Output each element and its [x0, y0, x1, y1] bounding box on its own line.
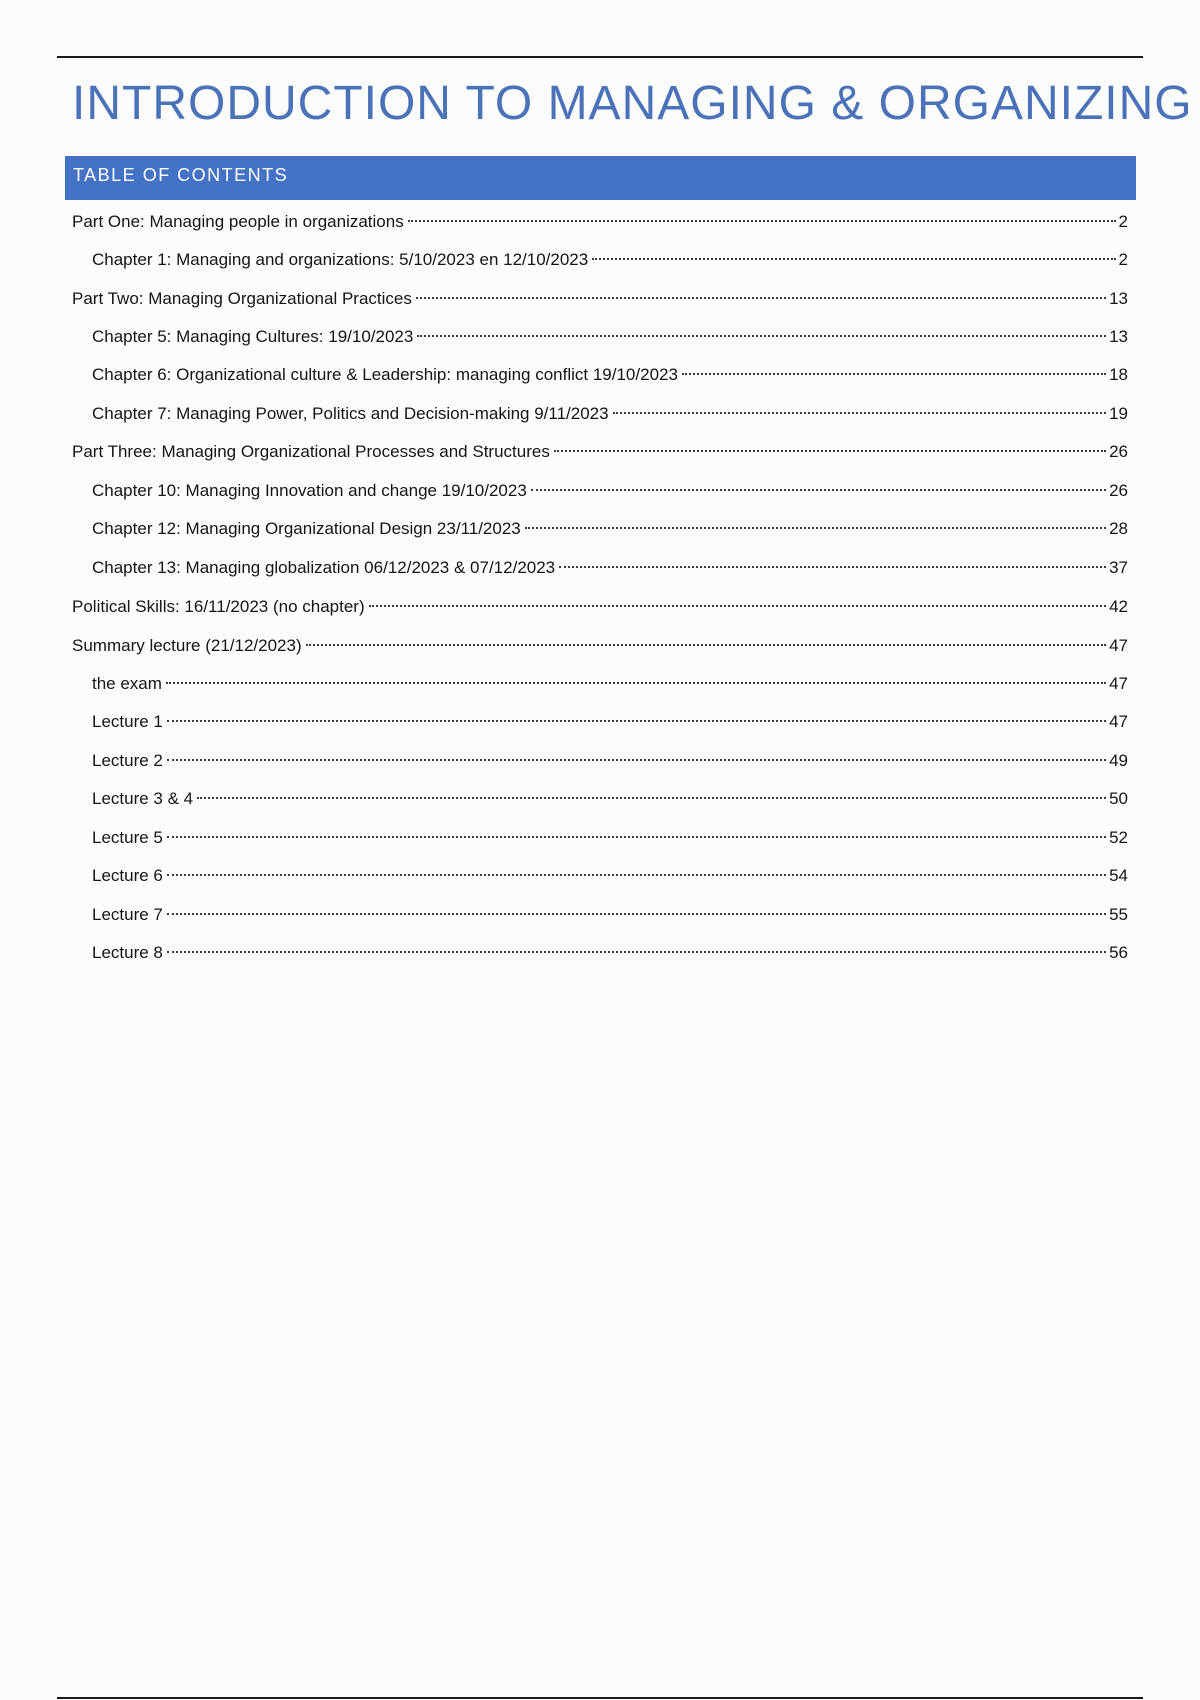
toc-page-number: 13 [1109, 289, 1128, 308]
toc-page-number: 13 [1109, 327, 1128, 346]
toc-entry-title: Chapter 1: Managing and organizations: 5/10/2023 en 12/10/2023 [92, 250, 589, 269]
toc-page-number: 37 [1109, 558, 1128, 577]
dot-leader [167, 758, 1106, 761]
dot-leader [369, 604, 1106, 607]
toc-page-number: 49 [1109, 751, 1128, 770]
toc-page-number: 28 [1109, 519, 1128, 538]
dot-leader [682, 372, 1106, 375]
toc-page-number: 47 [1109, 636, 1128, 655]
toc-entry-chapter-6[interactable] [92, 360, 1128, 390]
dot-leader [167, 950, 1106, 953]
toc-entry-title: Chapter 6: Organizational culture & Leadership: managing conflict 19/10/2023 [92, 365, 678, 384]
dot-leader [559, 565, 1106, 568]
toc-entry-title: Part Three: Managing Organizational Processes and Structures [72, 442, 550, 461]
toc-entry-title: Lecture 3 & 4 [92, 789, 194, 808]
toc-entry-lecture-6[interactable] [92, 861, 1128, 891]
dot-leader [167, 873, 1106, 876]
dot-leader [554, 449, 1106, 452]
toc-entry-chapter-7[interactable] [92, 399, 1128, 429]
toc-page-number: 42 [1109, 597, 1128, 616]
toc-entry-chapter-12[interactable] [92, 514, 1128, 544]
toc-entry-the-exam[interactable] [92, 669, 1128, 699]
dot-leader [416, 296, 1106, 299]
toc-entry-title: Chapter 12: Managing Organizational Design 23/11/2023 [92, 519, 521, 538]
dot-leader [525, 526, 1106, 529]
toc-entry-title: Part One: Managing people in organizations [72, 212, 404, 231]
toc-entry-part-two[interactable] [72, 284, 1128, 314]
toc-entry-title: Chapter 13: Managing globalization 06/12/2023 & 07/12/2023 [92, 558, 556, 577]
toc-entry-lecture-7[interactable] [92, 900, 1128, 930]
toc-entry-chapter-1[interactable] [92, 245, 1128, 275]
toc-entry-lecture-1[interactable] [92, 707, 1128, 737]
document-title: INTRODUCTION TO MANAGING & ORGANIZING [72, 77, 1193, 130]
toc-entry-title: Lecture 2 [92, 751, 163, 770]
toc-entry-lecture-3-4[interactable] [92, 784, 1128, 814]
toc-entry-title: Part Two: Managing Organizational Practices [72, 289, 412, 308]
header-rule [57, 56, 1143, 58]
toc-entry-title: Lecture 6 [92, 866, 163, 885]
toc-page-number: 47 [1109, 712, 1128, 731]
toc-entry-chapter-13[interactable] [92, 553, 1128, 583]
toc-page-number: 2 [1118, 250, 1128, 269]
toc-page-number: 18 [1109, 365, 1128, 384]
toc-heading-banner [65, 156, 1136, 200]
dot-leader [417, 334, 1106, 337]
dot-leader [167, 719, 1106, 722]
toc-entry-title: Lecture 7 [92, 905, 163, 924]
toc-heading: TABLE OF CONTENTS [73, 165, 289, 185]
toc-entry-part-one[interactable] [72, 207, 1128, 237]
toc-entry-title: Summary lecture (21/12/2023) [72, 636, 302, 655]
toc-page-number: 2 [1118, 212, 1128, 231]
dot-leader [166, 681, 1106, 684]
toc-entry-title: Lecture 5 [92, 828, 163, 847]
toc-page-number: 54 [1109, 866, 1128, 885]
dot-leader [592, 257, 1115, 260]
dot-leader [197, 796, 1106, 799]
toc-page-number: 26 [1109, 442, 1128, 461]
toc-entry-summary-lecture[interactable] [72, 631, 1128, 661]
toc-entry-title: Lecture 8 [92, 943, 163, 962]
toc-entry-chapter-10[interactable] [92, 476, 1128, 506]
toc-page-number: 52 [1109, 828, 1128, 847]
toc-entry-chapter-5[interactable] [92, 322, 1128, 352]
toc-entry-title: Chapter 5: Managing Cultures: 19/10/2023 [92, 327, 414, 346]
toc-page-number: 47 [1109, 674, 1128, 693]
dot-leader [408, 219, 1116, 222]
dot-leader [167, 835, 1106, 838]
toc-entry-title: Lecture 1 [92, 712, 163, 731]
dot-leader [613, 411, 1106, 414]
toc-page-number: 55 [1109, 905, 1128, 924]
toc-page-number: 26 [1109, 481, 1128, 500]
dot-leader [531, 488, 1106, 491]
toc-entry-title: Political Skills: 16/11/2023 (no chapter) [72, 597, 365, 616]
toc-entry-lecture-5[interactable] [92, 823, 1128, 853]
toc-entry-title: the exam [92, 674, 162, 693]
toc-entry-lecture-8[interactable] [92, 938, 1128, 968]
toc-entry-lecture-2[interactable] [92, 746, 1128, 776]
toc-entry-part-three[interactable] [72, 437, 1128, 467]
toc-page-number: 19 [1109, 404, 1128, 423]
toc-page-number: 56 [1109, 943, 1128, 962]
toc-entry-title: Chapter 10: Managing Innovation and change 19/10/2023 [92, 481, 527, 500]
toc-entry-title: Chapter 7: Managing Power, Politics and Decision-making 9/11/2023 [92, 404, 609, 423]
dot-leader [306, 643, 1106, 646]
toc-entry-political-skills[interactable] [72, 592, 1128, 622]
toc-page-number: 50 [1109, 789, 1128, 808]
footer-rule [57, 1697, 1143, 1699]
dot-leader [167, 912, 1106, 915]
